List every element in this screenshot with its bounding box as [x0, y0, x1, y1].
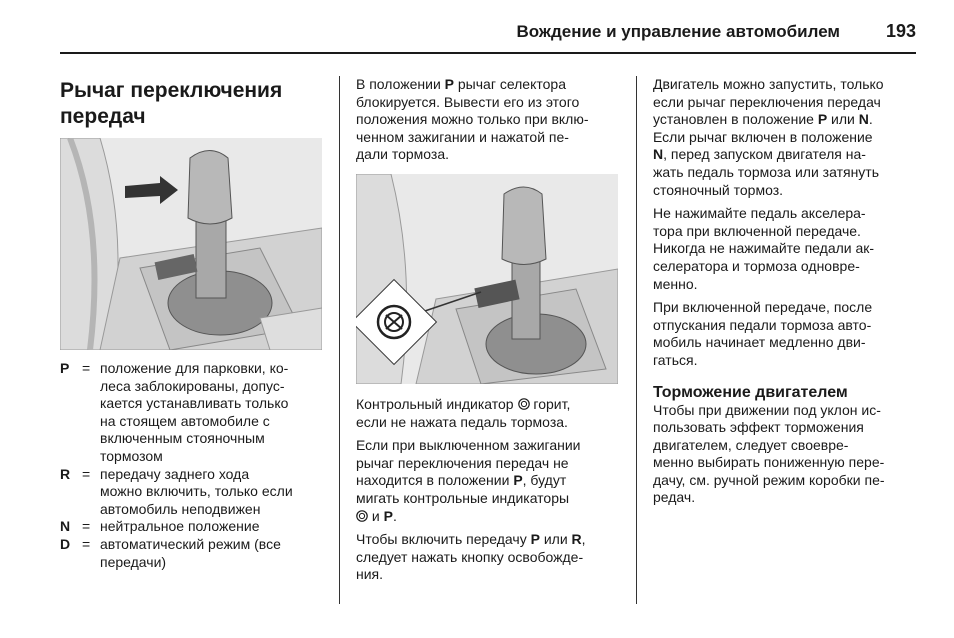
column-2	[356, 76, 620, 590]
position-definitions	[60, 360, 322, 571]
definition-n: N = нейтральное положение	[60, 518, 260, 535]
page-number: 193	[885, 21, 916, 41]
page-header	[0, 0, 954, 62]
section-title: Рычаг переключения передач	[60, 79, 283, 128]
column-divider	[636, 76, 637, 604]
paragraph: Чтобы включить передачу P или R, следует нажать кнопку освобожде- ния.	[356, 531, 586, 583]
paragraph: Если при выключенном зажигании рычаг переключения передач не находится в положении P, будут мигать контрольные индикаторы и P.	[356, 437, 581, 524]
shift-lock-indicator-icon	[518, 398, 530, 410]
shift-lock-indicator-icon	[356, 510, 368, 522]
definition-r: R = передачу заднего хода можно включить, только если автомобиль неподвижен	[60, 465, 293, 517]
column-3	[653, 76, 921, 513]
definition-d: D = автоматический режим (все передачи)	[60, 535, 281, 570]
paragraph: Контрольный индикатор горит, если не нажата педаль тормоза.	[356, 395, 571, 430]
definition-p: P = положение для парковки, ко- леса заблокированы, допус- кается устанавливать только на стоящем автомобиле с включенным стояночным тормозом	[60, 360, 289, 464]
shift-lock-indicator-illustration	[356, 174, 618, 384]
running-title: Вождение и управление автомобилем	[516, 22, 840, 41]
paragraph: В положении P рычаг селектора блокируется. Вывести его из этого положения можно только при вклю- ченном зажигании и нажатой пе- дали тормоза.	[356, 76, 589, 163]
subsection-title: Торможение двигателем	[653, 383, 848, 401]
header-rule	[60, 52, 916, 54]
column-divider	[339, 76, 340, 604]
column-1	[60, 76, 322, 571]
paragraph: При включенной передаче, после отпускания педали тормоза авто- мобиль начинает медленно дви- гаться.	[653, 299, 873, 368]
paragraph: Не нажимайте педаль акселера- тора при включенной передаче. Никогда не нажимайте педали ак- селератора и тормоза одновре- менно.	[653, 205, 875, 292]
paragraph: Двигатель можно запустить, только если рычаг переключения передач установлен в положение P или N. Если рычаг включен в положение N, перед запуском двигателя на- жать педаль тормоза или затянуть стояночный тормоз.	[653, 76, 884, 198]
paragraph: Чтобы при движении под уклон ис- пользовать эффект торможения двигателем, следует своевре- менно выбирать пониженную пере- дачу, см. ручной режим коробки пе- редач.	[653, 401, 885, 506]
gear-lever-illustration	[60, 138, 322, 350]
